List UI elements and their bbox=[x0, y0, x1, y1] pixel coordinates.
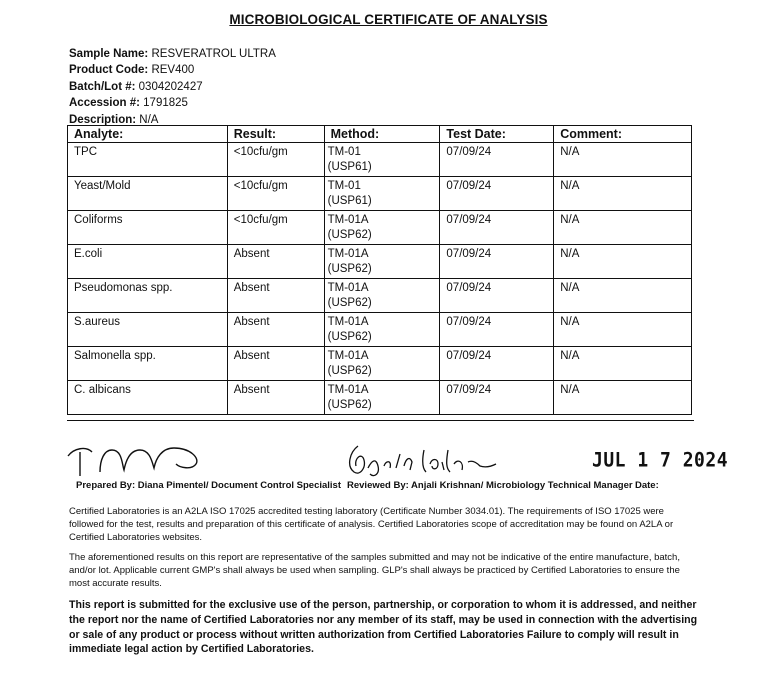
reviewed-by-line: Reviewed By: Anjali Krishnan/ Microbiology Technical Manager bbox=[347, 480, 633, 491]
cell-test-date: 07/09/24 bbox=[440, 177, 554, 211]
document-title: MICROBIOLOGICAL CERTIFICATE OF ANALYSIS bbox=[229, 12, 548, 27]
accession-row bbox=[69, 95, 276, 111]
table-header-row bbox=[68, 126, 692, 143]
cell-comment: N/A bbox=[554, 347, 692, 381]
header-method: Method: bbox=[324, 126, 440, 143]
method-code: TM-01A bbox=[327, 282, 369, 294]
cell-method bbox=[324, 143, 440, 177]
results-table bbox=[67, 125, 692, 415]
cell-method bbox=[324, 211, 440, 245]
cell-method bbox=[324, 381, 440, 415]
cell-comment: N/A bbox=[554, 313, 692, 347]
description-label: Description: bbox=[69, 113, 137, 126]
table-row bbox=[68, 245, 692, 279]
cell-result: <10cfu/gm bbox=[227, 143, 324, 177]
cell-test-date: 07/09/24 bbox=[440, 347, 554, 381]
header-comment: Comment: bbox=[554, 126, 692, 143]
batch-lot-label: Batch/Lot #: bbox=[69, 80, 136, 93]
method-reference: (USP62) bbox=[327, 399, 372, 411]
method-code: TM-01A bbox=[327, 384, 369, 396]
product-code-value: REV400 bbox=[151, 64, 195, 77]
batch-lot-row bbox=[69, 79, 276, 95]
cell-analyte: Pseudomonas spp. bbox=[68, 279, 228, 313]
cell-method bbox=[324, 279, 440, 313]
cell-result: Absent bbox=[227, 245, 324, 279]
accession-value: 1791825 bbox=[143, 97, 188, 110]
batch-lot-value: 0304202427 bbox=[138, 80, 203, 93]
cell-method bbox=[324, 177, 440, 211]
cell-result: Absent bbox=[227, 347, 324, 381]
sample-name-label: Sample Name: bbox=[69, 48, 149, 60]
cell-method bbox=[324, 313, 440, 347]
method-reference: (USP62) bbox=[327, 297, 372, 309]
cell-analyte: C. albicans bbox=[68, 381, 228, 415]
cell-result: <10cfu/gm bbox=[227, 177, 324, 211]
description-value: N/A bbox=[139, 113, 159, 126]
table-row bbox=[68, 279, 692, 313]
cell-analyte: E.coli bbox=[68, 245, 228, 279]
prepared-by-signature bbox=[60, 438, 210, 478]
method-code: TM-01A bbox=[327, 214, 369, 226]
accession-label: Accession #: bbox=[69, 97, 140, 110]
signature-separator bbox=[67, 420, 694, 421]
results-disclaimer-paragraph: The aforementioned results on this report are representative of the samples submitted and may not be indicative of the entire manufacture, batch, and/or lot. Applicable current GMP's shall always be used when sampling. GLP's shall always be practiced by Certified Laboratories to ensure the most accurate results. bbox=[69, 552, 680, 590]
sample-info bbox=[69, 46, 276, 128]
product-code-row bbox=[69, 62, 276, 78]
method-reference: (USP62) bbox=[327, 331, 372, 343]
cell-result: Absent bbox=[227, 381, 324, 415]
method-code: TM-01A bbox=[327, 248, 369, 260]
cell-analyte: Yeast/Mold bbox=[68, 177, 228, 211]
cell-comment: N/A bbox=[554, 177, 692, 211]
cell-result: <10cfu/gm bbox=[227, 211, 324, 245]
usage-restriction-paragraph: This report is submitted for the exclusive use of the person, partnership, or corporation to whom it is addressed, and neither the report nor the name of Certified Laboratories nor any member of its staff, may be used in connection with the advertising or sale of any product or process without written authorization from Certified Laboratories Failure to comply will result in immediate legal action by Certified Laboratories. bbox=[69, 599, 698, 656]
cell-comment: N/A bbox=[554, 143, 692, 177]
prepared-by-line: Prepared By: Diana Pimentel/ Document Control Specialist bbox=[76, 480, 342, 491]
method-reference: (USP61) bbox=[327, 195, 372, 207]
date-label: Date: bbox=[635, 480, 659, 491]
table-row bbox=[68, 347, 692, 381]
cell-comment: N/A bbox=[554, 279, 692, 313]
accreditation-paragraph: Certified Laboratories is an A2LA ISO 17025 accredited testing laboratory (Certificate Number 3034.01). The requirements of ISO 17025 were followed for the test, results and preparation of this certificate of analysis. Certified Laboratories scope of accreditation may be found on A2LA or Certified Laboratories websites. bbox=[69, 506, 674, 544]
cell-analyte: Salmonella spp. bbox=[68, 347, 228, 381]
cell-test-date: 07/09/24 bbox=[440, 143, 554, 177]
table-row bbox=[68, 143, 692, 177]
cell-result: Absent bbox=[227, 279, 324, 313]
method-reference: (USP61) bbox=[327, 161, 372, 173]
cell-comment: N/A bbox=[554, 381, 692, 415]
header-test-date: Test Date: bbox=[440, 126, 554, 143]
method-code: TM-01A bbox=[327, 350, 369, 362]
date-stamp: JUL 1 7 2024 bbox=[592, 448, 729, 473]
cell-method bbox=[324, 245, 440, 279]
cell-analyte: TPC bbox=[68, 143, 228, 177]
method-code: TM-01 bbox=[327, 146, 361, 158]
method-reference: (USP62) bbox=[327, 263, 372, 275]
cell-method bbox=[324, 347, 440, 381]
reviewed-by-signature bbox=[340, 440, 500, 480]
sample-name-value: RESVERATROL ULTRA bbox=[151, 48, 276, 60]
cell-test-date: 07/09/24 bbox=[440, 381, 554, 415]
product-code-label: Product Code: bbox=[69, 64, 149, 77]
cell-comment: N/A bbox=[554, 245, 692, 279]
table-row bbox=[68, 313, 692, 347]
cell-test-date: 07/09/24 bbox=[440, 245, 554, 279]
cell-comment: N/A bbox=[554, 211, 692, 245]
cell-test-date: 07/09/24 bbox=[440, 313, 554, 347]
sample-name-row bbox=[69, 46, 276, 62]
method-code: TM-01 bbox=[327, 180, 361, 192]
cell-analyte: S.aureus bbox=[68, 313, 228, 347]
cell-test-date: 07/09/24 bbox=[440, 279, 554, 313]
cell-test-date: 07/09/24 bbox=[440, 211, 554, 245]
table-row bbox=[68, 211, 692, 245]
cell-analyte: Coliforms bbox=[68, 211, 228, 245]
cell-result: Absent bbox=[227, 313, 324, 347]
method-code: TM-01A bbox=[327, 316, 369, 328]
table-row bbox=[68, 177, 692, 211]
method-reference: (USP62) bbox=[327, 365, 372, 377]
table-row bbox=[68, 381, 692, 415]
header-result: Result: bbox=[227, 126, 324, 143]
header-analyte: Analyte: bbox=[68, 126, 228, 143]
method-reference: (USP62) bbox=[327, 229, 372, 241]
